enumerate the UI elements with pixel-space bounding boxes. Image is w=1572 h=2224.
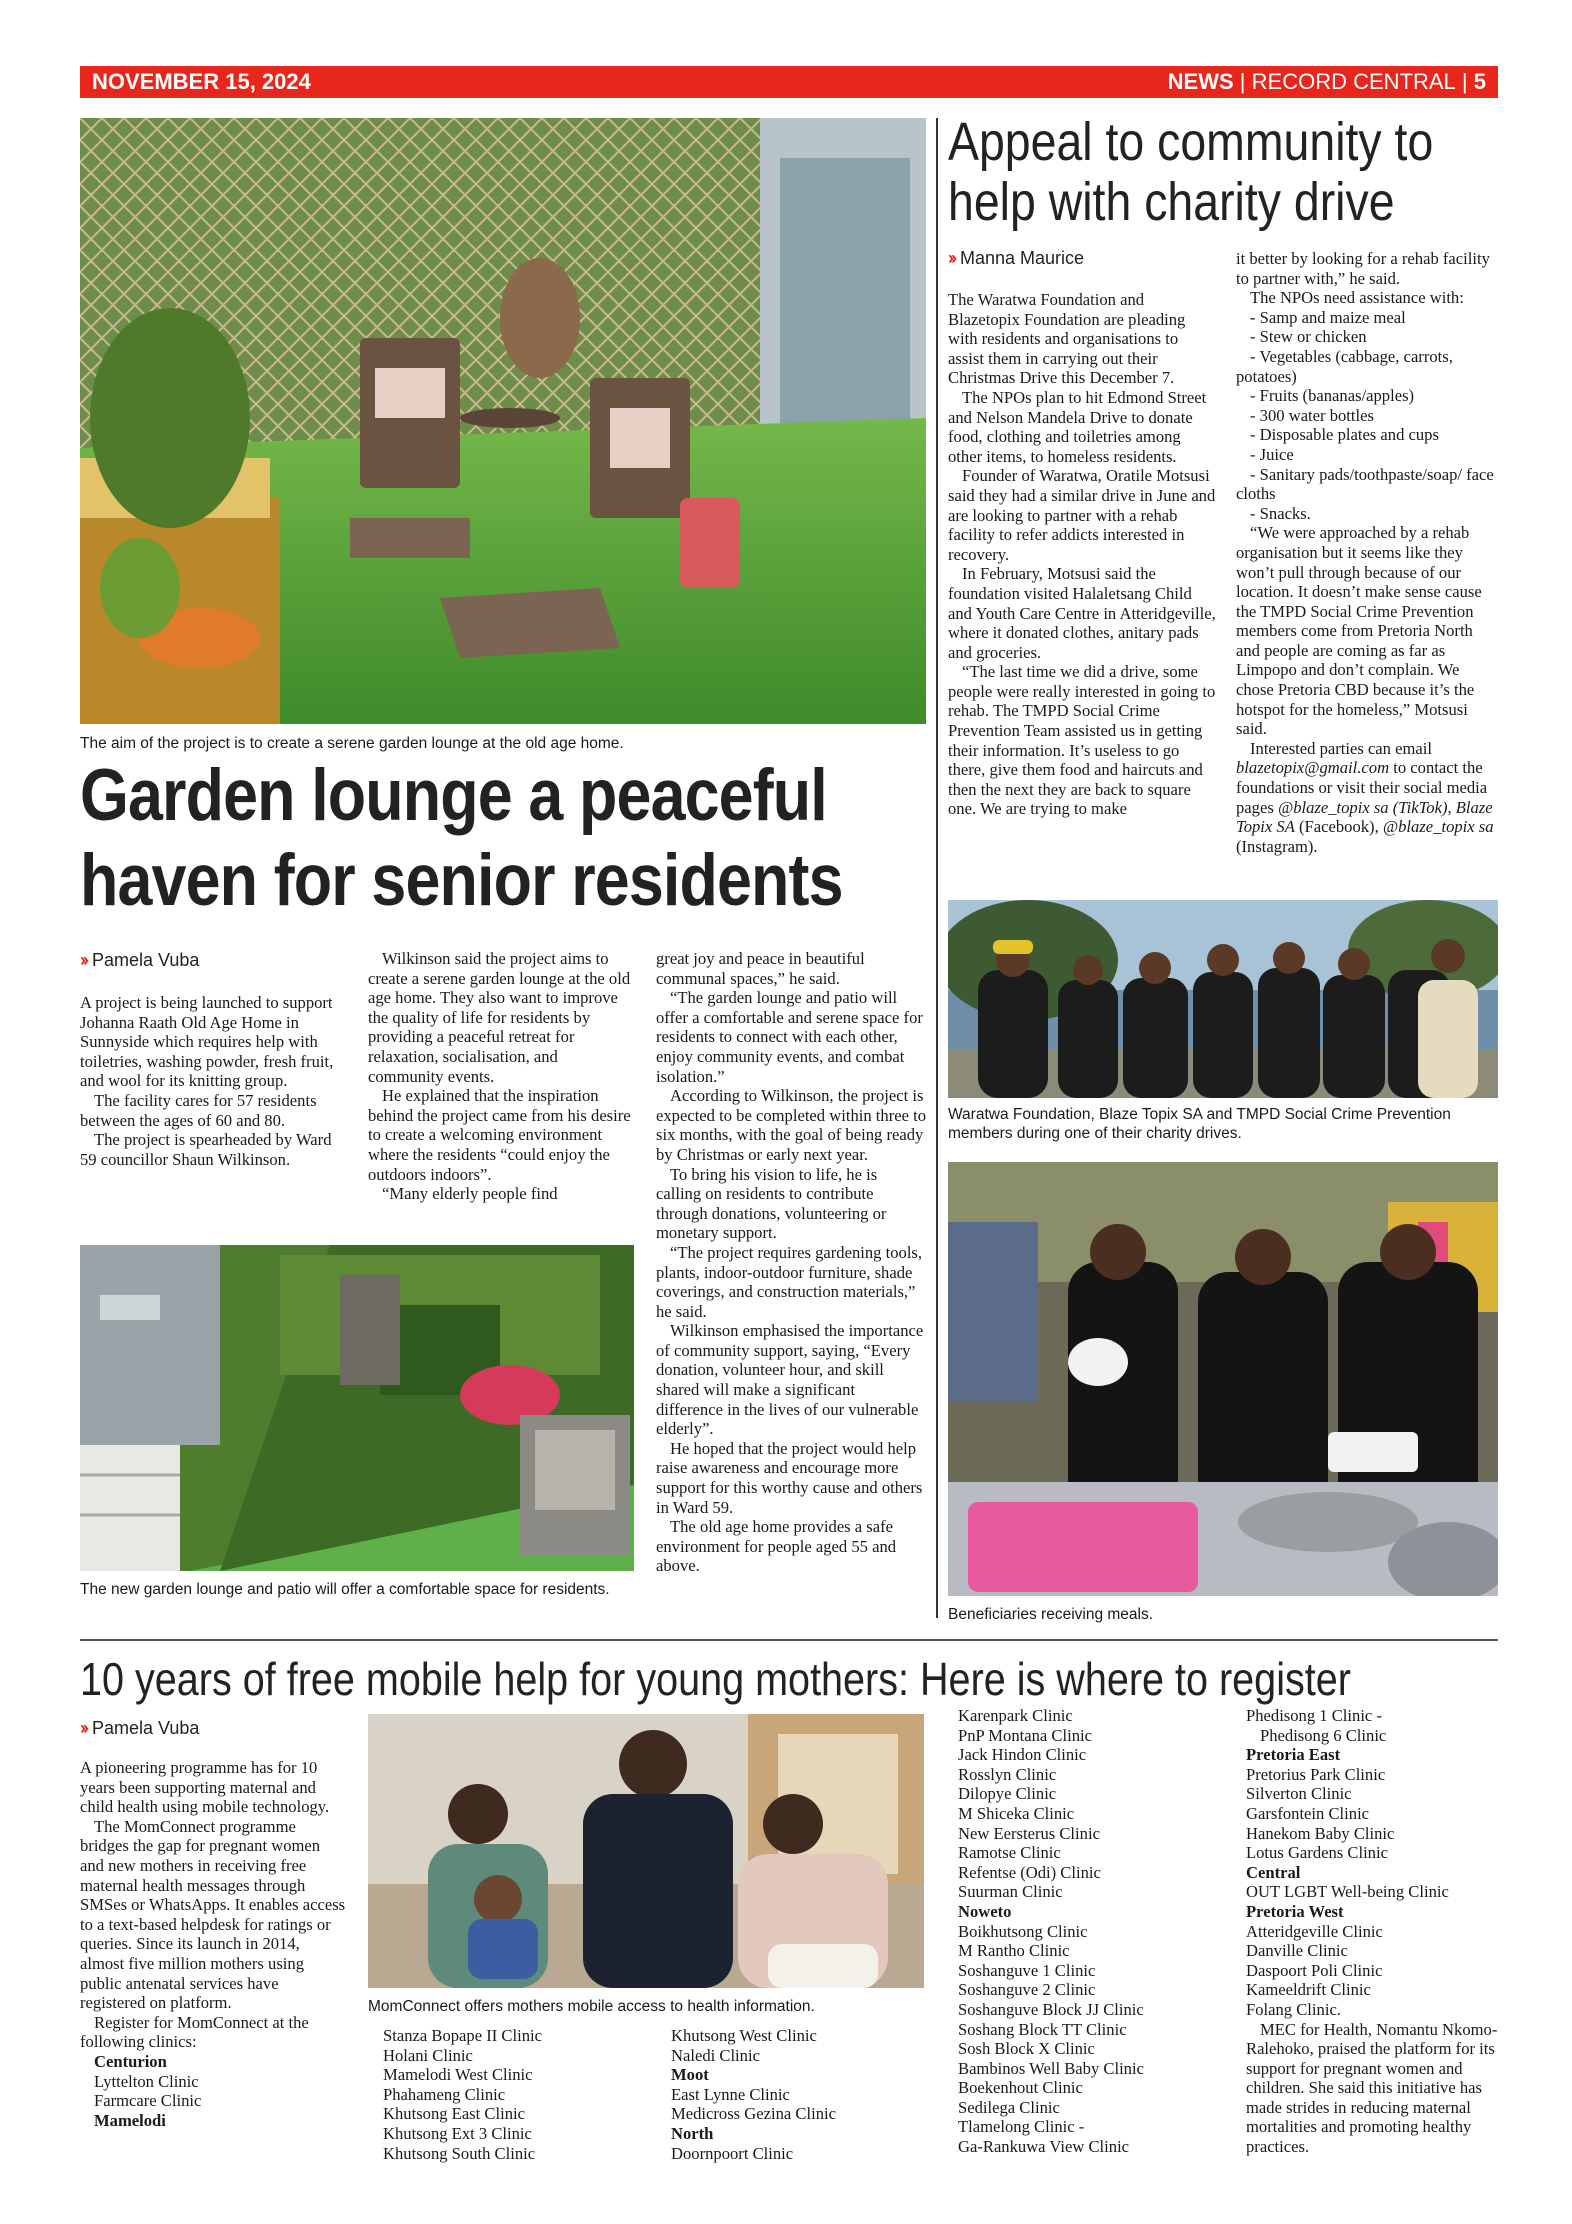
garden-column-3 (656, 949, 926, 1576)
clinic-item: Khutsong East Clinic (383, 2104, 525, 2124)
charity-column-2 (1236, 249, 1498, 856)
page-number: 5 (1473, 69, 1486, 94)
contact-instagram[interactable]: @blaze_topix sa (1382, 817, 1494, 837)
contact-text: to contact the foundations or visit their social media pages (1236, 758, 1488, 817)
need-item: - 300 water bottles (1250, 405, 1374, 425)
paragraph: The project is spearheaded by Ward 59 councillor Shaun Wilkinson. (80, 1130, 332, 1169)
clinic-item: Phedisong 1 Clinic - (1246, 1706, 1382, 1725)
clinic-item: Refentse (Odi) Clinic (958, 1862, 1101, 1882)
charity-photo1-caption: Waratwa Foundation, Blaze Topix SA and TMPD Social Crime Prevention members during one of their charity drives. (948, 1106, 1451, 1142)
paragraph: The old age home provides a safe environment for people aged 55 and above. (656, 1517, 897, 1576)
clinic-item: Ramotse Clinic (958, 1843, 1061, 1863)
clinic-item: Jack Hindon Clinic (958, 1745, 1087, 1765)
clinic-item: Soshanguve 1 Clinic (958, 1960, 1096, 1980)
clinic-item: Holani Clinic (383, 2045, 473, 2065)
paragraph: Wilkinson said the project aims to create a serene garden lounge at the old age home. They also want to improve the quality of life for residents by providing a peaceful retreat for relaxation, socialisation, and community events. (368, 949, 631, 1086)
need-item: - Sanitary pads/toothpaste/soap/ face cloths (1236, 464, 1494, 504)
paragraph: According to Wilkinson, the project is expected to be completed within three to six months, with the goal of being ready by Christmas or early next year. (656, 1086, 927, 1164)
column-divider (936, 118, 938, 1618)
momconnect-column-2 (383, 2026, 653, 2163)
clinic-region: Pretoria West (1246, 1901, 1344, 1921)
garden-headline-line2: haven for senior residents (80, 840, 843, 921)
garden-column-2 (368, 949, 636, 1204)
paragraph: Wilkinson emphasised the importance of community support, saying, “Every donation, volunteer hour, and skill shared will make a significant difference in the lives of our vulnerable elderly”. (656, 1321, 924, 1439)
clinic-item: East Lynne Clinic (671, 2084, 790, 2104)
byline-arrow-icon: ›› (80, 950, 86, 970)
charity-headline-line1: Appeal to community to (948, 112, 1434, 172)
contact-text: Interested parties can email (1250, 738, 1432, 758)
paragraph: “The project requires gardening tools, plants, indoor-outdoor furniture, shade coverings, and construction materials,” he said. (656, 1242, 923, 1321)
publication-name: RECORD CENTRAL (1251, 69, 1456, 94)
need-item: - Snacks. (1250, 503, 1311, 523)
paragraph: Founder of Waratwa, Oratile Motsusi said they had a similar drive in June and are looking to partner with a rehab facility to refer addicts interested in recovery. (948, 466, 1216, 564)
garden-photo1-caption: The aim of the project is to create a serene garden lounge at the old age home. (80, 735, 624, 752)
momconnect-byline (80, 1718, 199, 1739)
clinic-item: Danville Clinic (1246, 1941, 1348, 1961)
clinic-item: Dilopye Clinic (958, 1784, 1057, 1804)
clinic-item: Lyttelton Clinic (94, 2071, 199, 2091)
charity-meals-photo (948, 1162, 1498, 1596)
clinic-item: Naledi Clinic (671, 2045, 760, 2065)
paragraph: “The garden lounge and patio will offer a comfortable and serene space for residents to connect with each other, enjoy community events, and combat isolation.” (656, 988, 923, 1086)
paragraph: it better by looking for a rehab facility to partner with,” he said. (1236, 249, 1490, 288)
momconnect-column-3 (671, 2026, 931, 2163)
paragraph: He explained that the inspiration behind the project came from his desire to create a welcoming environment where the residents “could enjoy the outdoors indoors”. (368, 1086, 631, 1184)
clinic-item: Garsfontein Clinic (1246, 1803, 1370, 1823)
clinic-item: Khutsong South Clinic (383, 2143, 536, 2163)
contact-text: (Instagram). (1236, 836, 1318, 856)
paragraph: To bring his vision to life, he is calling on residents to contribute through donations, volunteering or monetary support. (656, 1164, 887, 1243)
momconnect-column-5 (1246, 1706, 1498, 2157)
need-item: - Vegetables (cabbage, carrots, potatoes) (1236, 346, 1453, 386)
contact-paragraph (1236, 739, 1498, 857)
clinic-item: Sosh Block X Clinic (958, 2039, 1095, 2059)
garden-photo2-caption: The new garden lounge and patio will offer a comfortable space for residents. (80, 1581, 610, 1598)
clinic-item: Suurman Clinic (958, 1882, 1063, 1902)
paragraph: Register for MomConnect at the following clinics: (80, 2012, 309, 2052)
clinic-region: Mamelodi (94, 2110, 166, 2130)
contact-text: , (1447, 797, 1456, 817)
clinic-item: Tlamelong Clinic - (958, 2117, 1085, 2137)
momconnect-photo (368, 1714, 924, 1988)
contact-tiktok[interactable]: @blaze_topix sa (TikTok) (1277, 797, 1448, 817)
contact-email[interactable]: blazetopix@gmail.com (1236, 758, 1390, 778)
momconnect-headline: 10 years of free mobile help for young mothers: Here is where to register (80, 1653, 1351, 1705)
need-item: - Juice (1250, 444, 1294, 464)
page-header-bar (80, 66, 1498, 98)
charity-group-photo (948, 900, 1498, 1098)
clinic-item: Sedilega Clinic (958, 2097, 1060, 2117)
clinic-item: Phedisong 6 Clinic (1260, 1725, 1387, 1745)
clinic-item: M Rantho Clinic (958, 1941, 1070, 1961)
clinic-item: Phahameng Clinic (383, 2084, 506, 2104)
garden-lounge-photo (80, 118, 926, 724)
need-item: - Stew or chicken (1250, 327, 1367, 347)
paragraph: “We were approached by a rehab organisation but it seems like they won’t pull through because of our location. It doesn’t make sense cause the TMPD Social Crime Prevention members come from Pretoria North and people are coming as far as Limpopo and don’t complain. We chose Pretoria CBD because it’s the hotspot for the homeless,” Motsusi said. (1236, 523, 1482, 739)
clinic-item: PnP Montana Clinic (958, 1725, 1092, 1745)
byline-arrow-icon: ›› (80, 1718, 86, 1738)
clinic-item: Rosslyn Clinic (958, 1764, 1057, 1784)
clinic-item: Soshang Block TT Clinic (958, 2019, 1127, 2039)
header-section-info (1168, 66, 1486, 98)
clinic-region: Noweto (958, 1901, 1012, 1921)
charity-headline-line2: help with charity drive (948, 172, 1395, 232)
clinic-item: Khutsong Ext 3 Clinic (383, 2123, 532, 2143)
charity-column-1 (948, 290, 1216, 819)
clinic-item: Daspoort Poli Clinic (1246, 1960, 1383, 1980)
clinic-item: Soshanguve Block JJ Clinic (958, 1999, 1144, 2019)
contact-text: (Facebook), (1294, 817, 1383, 837)
charity-byline (948, 248, 1084, 269)
section-divider (80, 1639, 1498, 1641)
clinic-region: Pretoria East (1246, 1745, 1341, 1765)
clinic-region: Moot (671, 2065, 709, 2085)
paragraph: “The last time we did a drive, some people were really interested in going to rehab. The TMPD Social Crime Prevention Team assisted us in getting their information. It’s useless to go there, give them food and haircuts and then the next they are back to square one. We are trying to make (948, 662, 1216, 819)
charity-photo2-caption: Beneficiaries receiving meals. (948, 1606, 1154, 1623)
momconnect-column-1 (80, 1758, 348, 2130)
clinic-item: Bambinos Well Baby Clinic (958, 2058, 1144, 2078)
garden-patio-photo (80, 1245, 634, 1571)
need-item: - Fruits (bananas/apples) (1250, 386, 1415, 406)
clinic-item: Stanza Bopape II Clinic (383, 2026, 542, 2045)
clinic-item: Lotus Gardens Clinic (1246, 1843, 1388, 1863)
clinic-item: Folang Clinic. (1246, 1999, 1341, 2019)
clinic-item: OUT LGBT Well-being Clinic (1246, 1882, 1449, 1902)
clinic-item: Atteridgeville Clinic (1246, 1921, 1383, 1941)
paragraph: In February, Motsusi said the foundation visited Halaletsang Child and Youth Care Centre in Atteridgeville, where it donated clothes, anitary pads and groceries. (948, 564, 1216, 662)
paragraph: A pioneering programme has for 10 years been supporting maternal and child health using mobile technology. (80, 1758, 330, 1817)
clinic-region: Central (1246, 1862, 1301, 1882)
clinic-region: Centurion (94, 2051, 167, 2071)
clinic-item: Soshanguve 2 Clinic (958, 1980, 1096, 2000)
header-separator: | (1239, 69, 1246, 94)
author-name: Pamela Vuba (92, 1718, 200, 1738)
garden-byline (80, 950, 199, 971)
clinic-item: Doornpoort Clinic (671, 2143, 794, 2163)
need-item: - Disposable plates and cups (1250, 425, 1439, 445)
clinic-item: Kameeldrift Clinic (1246, 1980, 1371, 2000)
need-item: - Samp and maize meal (1250, 307, 1406, 327)
clinic-item: Boikhutsong Clinic (958, 1921, 1088, 1941)
paragraph: great joy and peace in beautiful communal spaces,” he said. (656, 949, 865, 988)
clinic-item: Medicross Gezina Clinic (671, 2104, 836, 2124)
clinic-item: New Eersterus Clinic (958, 1823, 1100, 1843)
paragraph: “Many elderly people find (382, 1184, 558, 1204)
paragraph: The facility cares for 57 residents between the ages of 60 and 80. (80, 1090, 317, 1130)
clinic-region: North (671, 2123, 714, 2143)
clinic-item: Hanekom Baby Clinic (1246, 1823, 1395, 1843)
contact-facebook[interactable]: Blaze Topix SA (1236, 797, 1493, 837)
clinic-item: Silverton Clinic (1246, 1784, 1352, 1804)
clinic-item: Boekenhout Clinic (958, 2078, 1083, 2098)
paragraph: He hoped that the project would help raise awareness and encourage more support for this worthy cause and others in Ward 59. (656, 1438, 923, 1517)
section-name: NEWS (1167, 69, 1234, 94)
momconnect-photo-caption: MomConnect offers mothers mobile access to health information. (368, 1998, 815, 2015)
author-name: Pamela Vuba (92, 950, 200, 970)
clinic-item: Ga-Rankuwa View Clinic (958, 2137, 1130, 2157)
issue-date: NOVEMBER 15, 2024 (92, 69, 311, 94)
clinic-item: Mamelodi West Clinic (383, 2065, 533, 2085)
paragraph: The Waratwa Foundation and Blazetopix Foundation are pleading with residents and organisations to assist them in carrying out their Christmas Drive this December 7. (948, 290, 1186, 388)
byline-arrow-icon: ›› (948, 248, 954, 268)
clinic-item: M Shiceka Clinic (958, 1803, 1075, 1823)
paragraph: The NPOs plan to hit Edmond Street and Nelson Mandela Drive to donate food, clothing and toiletries among other items, to homeless residents. (948, 387, 1207, 466)
paragraph: The MomConnect programme bridges the gap for pregnant women and new mothers in receiving free maternal health messages through SMSes or WhatsApps. It enables access to a text-based helpdesk for ratings or queries. Since its launch in 2014, almost five million mothers using public antenatal services have registered on platform. (80, 1816, 346, 2013)
garden-headline-line1: Garden lounge a peaceful (80, 755, 827, 836)
header-separator: | (1461, 69, 1468, 94)
author-name: Manna Maurice (960, 248, 1085, 268)
garden-column-1 (80, 993, 348, 1169)
clinic-item: Farmcare Clinic (94, 2091, 202, 2111)
paragraph: MEC for Health, Nomantu Nkomo-Ralehoko, praised the platform for its support for pregnant women and children. She said this initiative has made strides in reducing maternal mortalities and promoting healthy practices. (1246, 2019, 1498, 2157)
clinic-item: Pretorius Park Clinic (1246, 1764, 1386, 1784)
momconnect-column-4 (958, 1706, 1228, 2157)
clinic-item: Karenpark Clinic (958, 1706, 1073, 1725)
paragraph: A project is being launched to support Johanna Raath Old Age Home in Sunnyside which requires help with toiletries, washing powder, fresh fruit, and wool for its knitting group. (80, 993, 334, 1091)
paragraph: The NPOs need assistance with: (1250, 288, 1464, 308)
clinic-item: Khutsong West Clinic (671, 2026, 817, 2045)
